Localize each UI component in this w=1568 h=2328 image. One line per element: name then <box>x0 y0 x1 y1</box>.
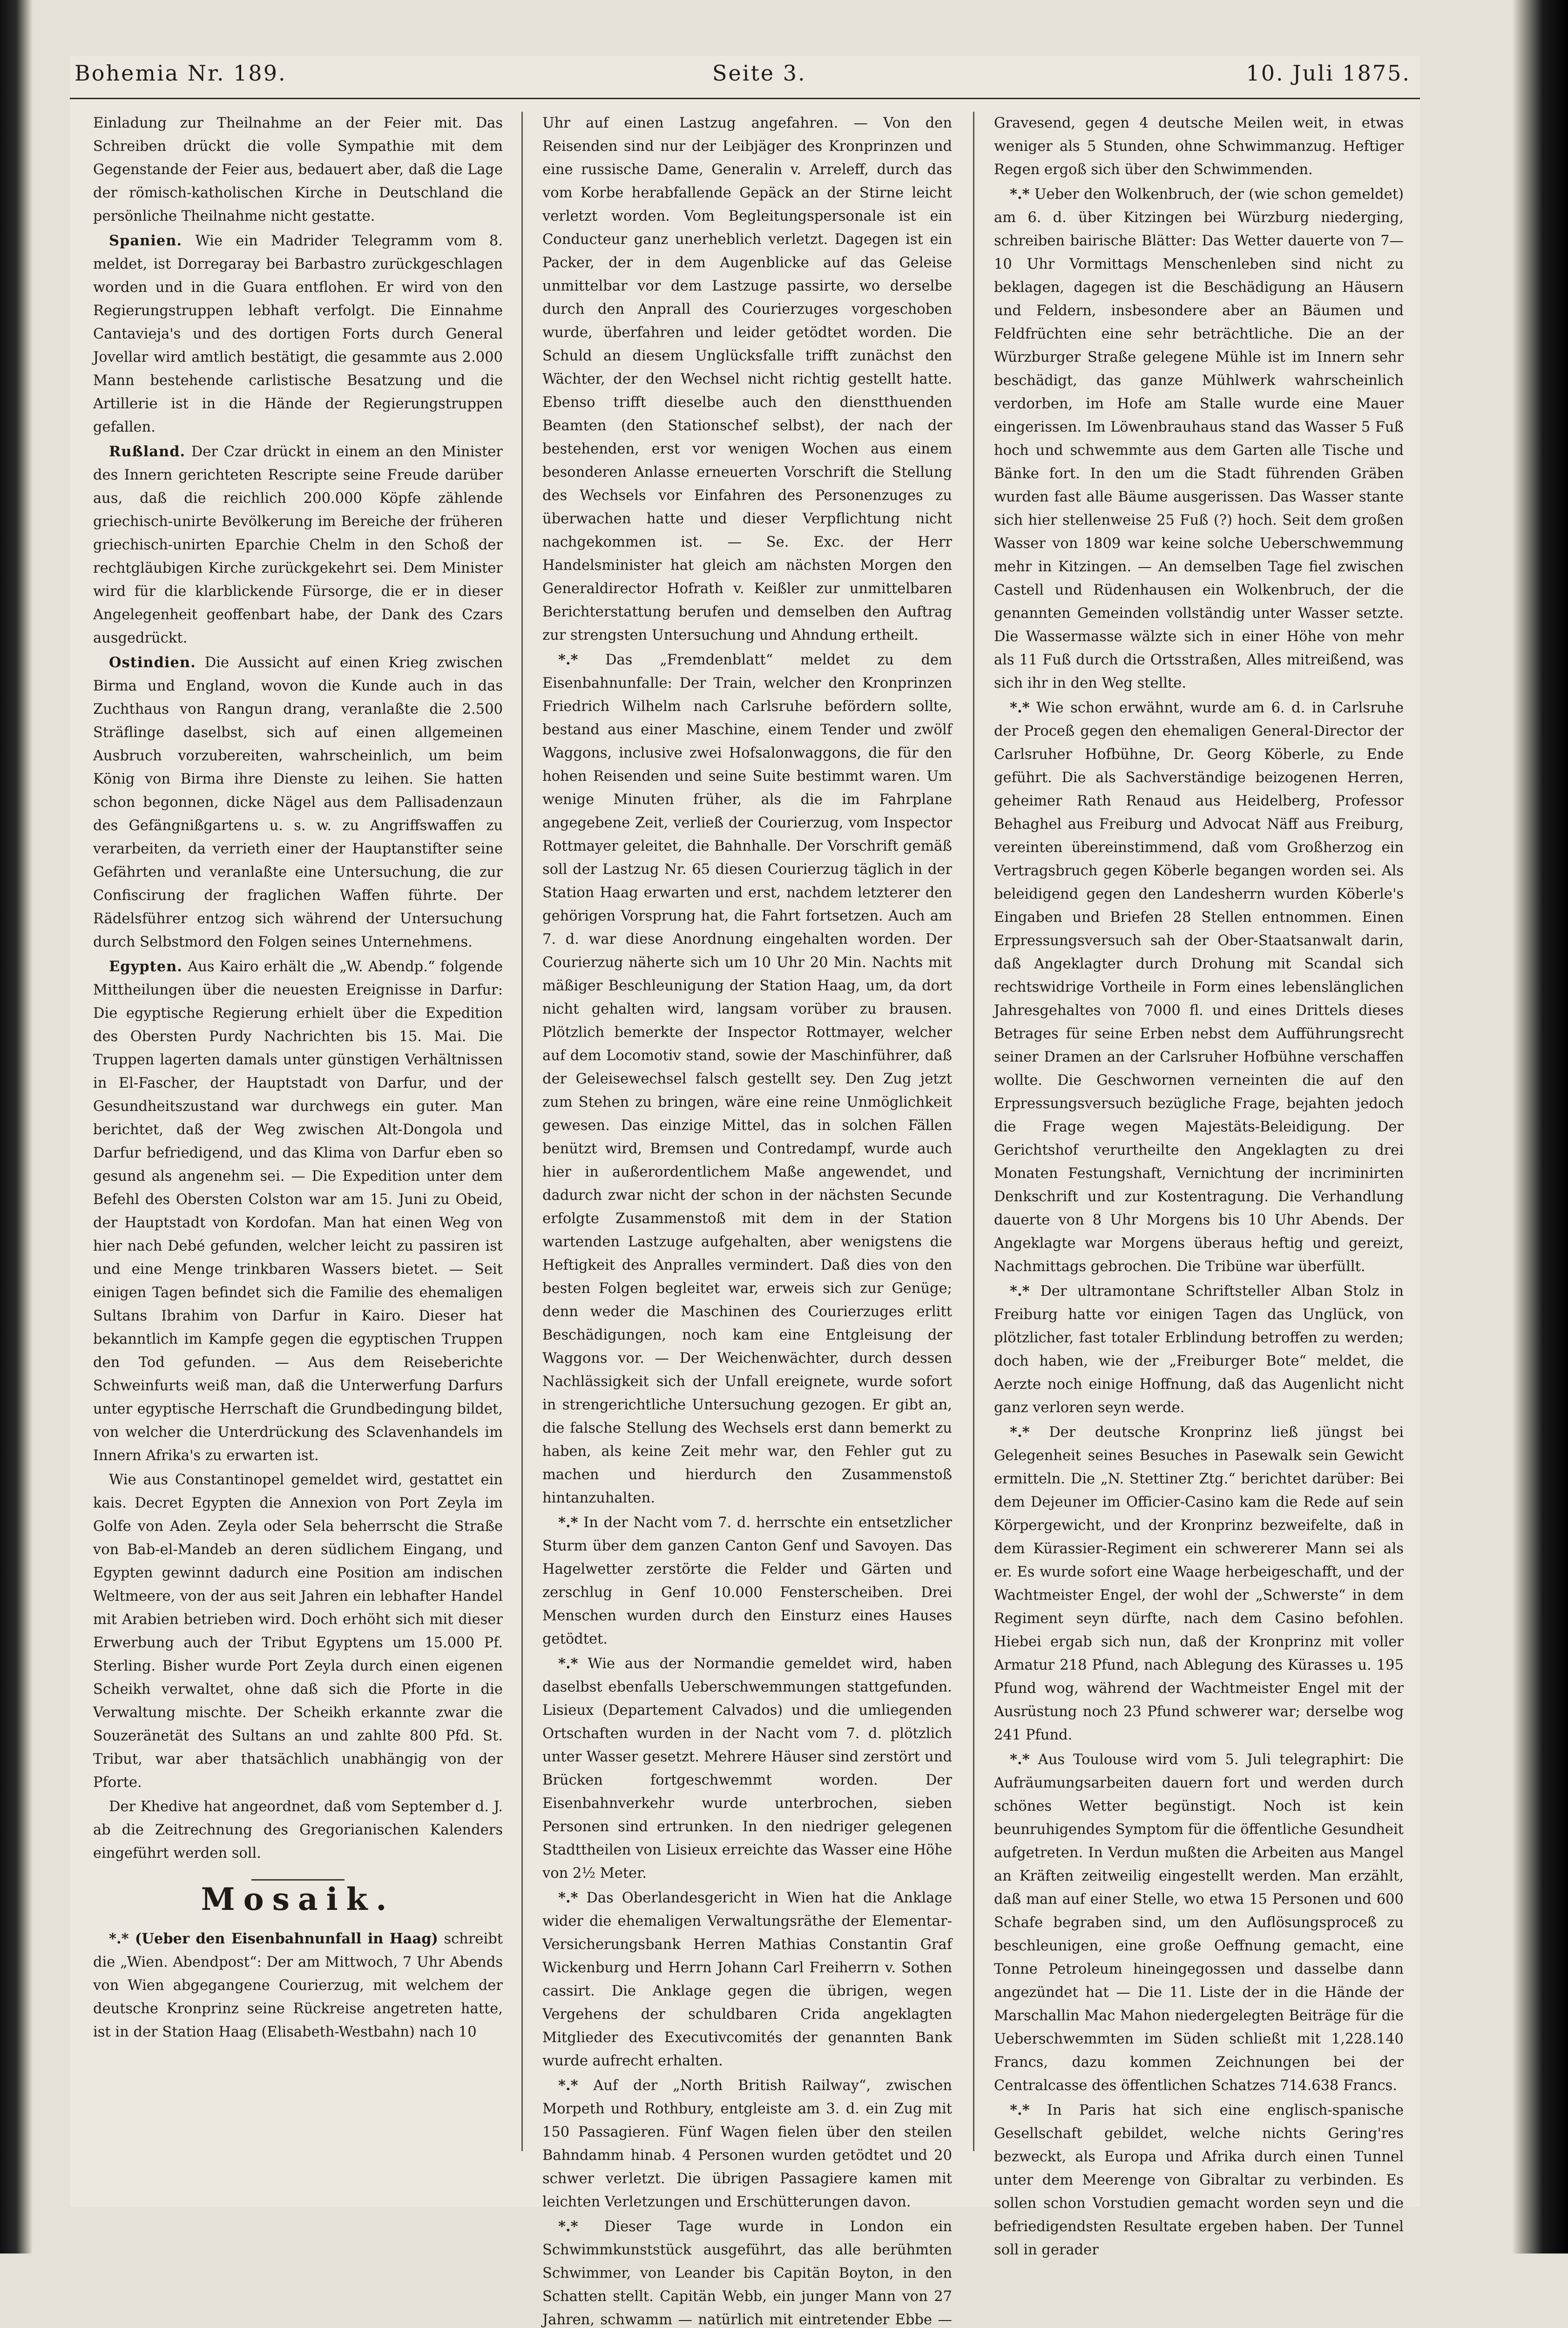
paragraph-text: Der Khedive hat angeordnet, daß vom September d. J. ab die Zeitrechnung des Gregorianischen Kalenders eingeführt werden soll. <box>93 1799 503 1861</box>
paragraph-text: Dieser Tage wurde in London ein Schwimmkunststück ausgeführt, das alle berühmten Schwimmer, von Leander bis Capitän Boyton, in den Schatten stellt. Capitän Webb, ein junger Mann von 27 Jahren, schwamm — natürlich mit eintretender Ebbe — <box>542 2219 952 2328</box>
paragraph-text: In der Nacht vom 7. d. herrschte ein entsetzlicher Sturm über dem ganzen Canton Genf und Savoyen. Das Hagelwetter zerstörte die Felder und Gärten und zerschlug in Genf 10.000 Fensterscheiben. Drei Menschen wurden durch den Einsturz eines Hauses getödtet. <box>542 1515 952 1647</box>
paragraph-text: Der ultramontane Schriftsteller Alban Stolz in Freiburg hatte vor einigen Tagen das Unglück, von plötzlicher, fast totaler Erblindung betroffen zu werden; doch haben, wie der „Freiburger Bote“ meldet, die Aerzte noch einige Hoffnung, daß das Augenlicht nicht ganz verloren seyn werde. <box>994 1283 1404 1416</box>
page-header <box>70 56 1420 98</box>
article-paragraph <box>994 1421 1404 1747</box>
text-column-3 <box>994 112 1404 2258</box>
text-column-2 <box>542 112 953 2328</box>
header-date: 10. Juli 1875. <box>1246 61 1411 86</box>
item-marker: *.* <box>558 1889 578 1906</box>
section-heading: Ostindien. <box>109 654 196 671</box>
column-divider <box>973 112 974 2151</box>
item-marker: *.* <box>1010 1424 1030 1441</box>
item-marker: *.* <box>558 2077 578 2094</box>
article-paragraph <box>93 1795 503 1865</box>
article-paragraph <box>994 1279 1404 1420</box>
item-marker: *.* <box>1010 186 1030 203</box>
article-paragraph <box>542 2074 952 2214</box>
paragraph-text: Der Czar drückt in einem an den Minister des Innern gerichteten Rescripte seine Freude darüber aus, daß die reichlich 200.000 Köpfe zählende griechisch-unirte Bevölkerung im Bereiche der früheren griechisch-unirten Eparchie Chelm in den Schoß der rechtgläubigen Kirche zurückgekehrt sei. Dem Minister wird für die klarblickende Fürsorge, die er in dieser Angelegenheit geoffenbart habe, der Dank des Czars ausgedrückt. <box>93 444 503 646</box>
paragraph-text: Die Aussicht auf einen Krieg zwischen Birma und England, wovon die Kunde auch in das Zuchthaus von Rangun drang, veranlaßte die 2.500 Sträflinge daselbst, sich auf einen allgemeinen Ausbruch vorzubereiten, wahrscheinlich, um beim König von Birma ihre Dienste zu leihen. Sie hatten schon begonnen, dicke Nägel aus dem Pallisadenzaun des Gefängnißgartens u. s. w. zu Angriffswaffen zu verarbeiten, da verrieth einer der Hauptanstifter seine Gefährten und veranlaßte eine Untersuchung, die zur Confiscirung der fraglichen Waffen führte. Der Rädelsführer entzog sich während der Untersuchung durch Selbstmord den Folgen seines Unternehmens. <box>93 655 503 950</box>
article-paragraph <box>93 955 503 1468</box>
article-paragraph <box>994 112 1404 182</box>
text-column-1 <box>93 112 503 2188</box>
section-heading: Rußland. <box>109 443 186 460</box>
scan-edge-left <box>0 0 33 2254</box>
article-paragraph <box>542 2215 952 2328</box>
paragraph-text: Uhr auf einen Lastzug angefahren. — Von den Reisenden sind nur der Leibjäger des Kronprinzen und eine russische Dame, Generalin v. Arreleff, durch das vom Korbe herabfallende Gepäck an der Stirne leicht verletzt worden. Vom Begleitungspersonale ist ein Conducteur ganz unerheblich verletzt. Dagegen ist ein Packer, der in dem Augenblicke auf das Geleise unmittelbar vor dem Lastzuge passirte, wo derselbe durch den Anprall des Courierzuges vorgeschoben wurde, überfahren und leider getödtet worden. Die Schuld an diesem Unglücksfalle trifft zunächst den Wächter, der den Wechsel nicht richtig gestellt hatte. Ebenso trifft dieselbe auch den dienstthuenden Beamten (den Stationschef selbst), der nach der bestehenden, erst vor wenigen Wochen aus einem besonderen Anlasse erneuerten Vorschrift die Stellung des Wechsels vor Einfahren des Personenzuges zu überwachen hatte und dieser Verpflichtung nicht nachgekommen ist. — Se. Exc. der Herr Handelsminister hat gleich am nächsten Morgen den Generaldirector Hofrath v. Keißler zur unmittelbaren Berichterstattung berufen und demselben den Auftrag zur strengsten Untersuchung und Ahndung ertheilt. <box>542 115 952 643</box>
paragraph-text: Aus Kairo erhält die „W. Abendp.“ folgende Mittheilungen über die neuesten Ereignisse in Darfur: Die egyptische Regierung erhielt über die Expedition des Obersten Purdy Nachrichten bis 15. Mai. Die Truppen lagerten damals unter günstigen Verhältnissen in El-Fascher, der Hauptstadt von Darfur, und der Gesundheitszustand war durchwegs ein guter. Man berichtet, daß der Weg zwischen Alt-Dongola und Darfur befriedigend, und das Klima von Darfur eben so gesund als angenehm sei. — Die Expedition unter dem Befehl des Obersten Colston war am 15. Juni zu Obeid, der Hauptstadt von Kordofan. Man hat einen Weg von hier nach Debé gefunden, welcher leicht zu passiren ist und eine Menge trinkbaren Wassers bietet. — Seit einigen Tagen befindet sich die Familie des ehemaligen Sultans Ibrahim von Darfur in Kairo. Dieser hat bekanntlich im Kampfe gegen die egyptischen Truppen den Tod gefunden. — Aus dem Reiseberichte Schweinfurts weiß man, daß die Unterwerfung Darfurs unter egyptische Herrschaft die Grundbedingung bildet, von welcher die Unterdrückung des Sclavenhandels im Innern Afrika's zu erwarten ist. <box>93 959 503 1464</box>
item-marker: *.* <box>558 1514 578 1531</box>
article-paragraph <box>542 648 952 1510</box>
article-paragraph <box>93 1469 503 1794</box>
paragraph-text: Wie ein Madrider Telegramm vom 8. meldet, ist Dorregaray bei Barbastro zurückgeschlagen worden und in die Guara entflohen. Er wird von den Regierungstruppen lebhaft verfolgt. Die Einnahme Cantavieja's und des dortigen Forts durch General Jovellar wird amtlich bestätigt, die gesammte aus 2.000 Mann bestehende carlistische Besatzung und die Artillerie ist in die Hände der Regierungstruppen gefallen. <box>93 233 503 435</box>
paragraph-text: Wie schon erwähnt, wurde am 6. d. in Carlsruhe der Proceß gegen den ehemaligen General-Director der Carlsruher Hofbühne, Dr. Georg Köberle, zu Ende geführt. Die als Sachverständige beizogenen Herren, geheimer Rath Renaud aus Heidelberg, Professor Behaghel aus Freiburg und Advocat Näff aus Freiburg, vereinten übereinstimmend, daß vom Großherzog ein Vertragsbruch gegen Köberle begangen worden sei. Als beleidigend gegen den Landesherrn wurden Köberle's Eingaben und Briefen 28 Stellen entnommen. Einen Erpressungsversuch sah der Ober-Staatsanwalt darin, daß Angeklagter durch Drohung mit Scandal sich rechtswidrige Vortheile in Form eines lebenslänglichen Jahresgehaltes von 7000 fl. und eines Drittels dieses Betrages für seine Erben nebst dem Aufführungsrecht seiner Dramen an der Carlsruher Hofbühne verschaffen wollte. Die Geschwornen verneinten die auf den Erpressungsversuch bezügliche Frage, bejahten jedoch die Frage wegen Majestäts-Beleidigung. Der Gerichtshof verurtheilte den Angeklagten zu drei Monaten Festungshaft, Vernichtung der incriminirten Denkschrift und zur Kostentragung. Die Verhandlung dauerte von 8 Uhr Morgens bis 10 Uhr Abends. Der Angeklagte war Morgens überaus heftig und gereizt, Nachmittags gebrochen. Die Tribüne war überfüllt. <box>994 700 1404 1275</box>
section-title-text: Mosaik. <box>201 1881 395 1917</box>
item-marker: *.* <box>1010 2102 1030 2118</box>
article-paragraph <box>93 651 503 954</box>
article-paragraph <box>542 112 952 647</box>
header-issue: Bohemia Nr. 189. <box>74 61 287 86</box>
article-paragraph <box>93 112 503 228</box>
paragraph-text: Wie aus Constantinopel gemeldet wird, gestattet ein kais. Decret Egypten die Annexion von Port Zeyla im Golfe von Aden. Zeyla oder Sela beherrscht die Straße von Bab-el-Mandeb an deren südlichem Eingang, und Egypten gewinnt dadurch eine Position am indischen Weltmeere, von der aus seit Jahren ein lebhafter Handel mit Arabien betrieben wird. Doch erhöht sich mit dieser Erwerbung auch der Tribut Egyptens um 15.000 Pf. Sterling. Bisher wurde Port Zeyla durch einen eigenen Scheikh verwaltet, ohne daß sich die Pforte in die Verwaltung mischte. Der Scheikh erkannte zwar die Souzeränetät des Sultans an und zahlte 800 Pfd. St. Tribut, war aber thatsächlich unabhängig von der Pforte. <box>93 1472 503 1791</box>
paragraph-text: Das „Fremdenblatt“ meldet zu dem Eisenbahnunfalle: Der Train, welcher den Kronprinzen Friedrich Wilhelm nach Carlsruhe befördern sollte, bestand aus einer Maschine, einem Tender und zwölf Waggons, inclusive zwei Hofsalonwaggons, die für den hohen Reisenden und seine Suite bestimmt waren. Um wenige Minuten früher, als die im Fahrplane angegebene Zeit, verließ der Courierzug, vom Inspector Rottmayer geleitet, die Bahnhalle. Der Vorschrift gemäß soll der Lastzug Nr. 65 diesen Courierzug täglich in der Station Haag erwarten und erst, nachdem letzterer den gehörigen Vorsprung hat, die Fahrt fortsetzen. Auch am 7. d. war diese Anordnung eingehalten worden. Der Courierzug näherte sich um 10 Uhr 20 Min. Nachts mit mäßiger Beschleunigung der Station Haag, um, da dort nicht gehalten wird, langsam vorüber zu brausen. Plötzlich bemerkte der Inspector Rottmayer, welcher auf dem Locomotiv stand, sowie der Maschinführer, daß der Geleisewechsel falsch gestellt sey. Den Zug jetzt zum Stehen zu bringen, wäre eine reine Unmöglichkeit gewesen. Das einzige Mittel, das in solchen Fällen benützt wird, Bremsen und Contredampf, wurde auch hier in außerordentlichem Maße angewendet, und dadurch zwar nicht der schon in der nächsten Secunde erfolgte Zusammenstoß mit dem in der Station wartenden Lastzuge aufgehalten, aber wenigstens die Heftigkeit des Anpralles vermindert. Daß dies von den besten Folgen begleitet war, erweis sich zur Genüge; denn weder die Maschinen des Courierzuges erlitt Beschädigungen, noch kam eine Entgleisung der Waggons vor. — Der Weichenwächter, durch dessen Nachlässigkeit sich der Unfall ereignete, wurde sofort in strengerichtliche Untersuchung gezogen. Er gibt an, die falsche Stellung des Wechsels erst dann bemerkt zu haben, als keine Zeit mehr war, den Fehler gut zu machen und hierdurch den Zusammenstoß hintanzuhalten. <box>542 652 952 1506</box>
paragraph-text: Einladung zur Theilnahme an der Feier mit. Das Schreiben drückt die volle Sympathie mit dem Gegenstande der Feier aus, bedauert aber, daß die Lage der römisch-katholischen Kirche in Deutschland die persönliche Theilnahme nicht gestatte. <box>93 115 503 224</box>
section-heading: Egypten. <box>109 958 182 975</box>
item-marker: *.* <box>558 1655 578 1672</box>
paragraph-text: Wie aus der Normandie gemeldet wird, haben daselbst ebenfalls Ueberschwemmungen stattgefunden. Lisieux (Departement Calvados) und die umliegenden Ortschaften wurden in der Nacht vom 7. d. plötzlich unter Wasser gesetzt. Mehrere Häuser sind zerstört und Brücken fortgeschwemmt worden. Der Eisenbahnverkehr wurde unterbrochen, sieben Personen sind ertrunken. In den niedriger gelegenen Stadttheilen von Lisieux erreichte das Wasser eine Höhe von 2½ Meter. <box>542 1656 952 1881</box>
paragraph-text: Das Oberlandesgericht in Wien hat die Anklage wider die ehemaligen Verwaltungsräthe der Elementar-Versicherungsbank Herren Mathias Constantin Graf Wickenburg und Herrn Johann Carl Freiherrn v. Sothen cassirt. Die Anklage gegen die übrigen, wegen Vergehens der schuldbaren Crida angeklagten Mitglieder des Executivcomités der genannten Bank wurde aufrecht erhalten. <box>542 1890 952 2069</box>
column-divider <box>521 112 523 2151</box>
newspaper-page <box>70 56 1420 2328</box>
article-paragraph <box>542 1511 952 1651</box>
paragraph-text: Auf der „North British Railway“, zwischen Morpeth und Rothbury, entgleiste am 3. d. ein Zug mit 150 Passagieren. Fünf Wagen fielen über den steilen Bahndamm hinab. 4 Personen wurden getödtet und 20 schwer verletzt. Die übrigen Passagiere kamen mit leichten Verletzungen und Erschütterungen davon. <box>542 2078 953 2210</box>
paragraph-text: schreibt die „Wien. Abendpost“: Der am Mittwoch, 7 Uhr Abends von Wien abgegangene Courierzug, mit welchem der deutsche Kronprinz seine Rückreise angetreten hatte, ist in der Station Haag (Elisabeth-Westbahn) nach 10 <box>93 1931 503 2040</box>
article-paragraph <box>994 183 1404 695</box>
item-marker: *.* <box>1010 1283 1030 1299</box>
article-paragraph <box>994 2098 1404 2262</box>
article-paragraph <box>93 440 503 650</box>
item-marker: *.* <box>1010 1751 1030 1768</box>
header-rule <box>70 98 1420 99</box>
section-heading: Spanien. <box>109 232 182 249</box>
paragraph-text: Aus Toulouse wird vom 5. Juli telegraphirt: Die Aufräumungsarbeiten dauern fort und werden durch schönes Wetter begünstigt. Noch ist kein beunruhigendes Symptom für die öffentliche Gesundheit aufgetreten. In Verdun mußten die Arbeiten aus Mangel an Kräften zeitweilig eingestellt werden. Man erzählt, daß man auf einer Stelle, wo etwa 15 Personen und 600 Schafe begraben sind, um den Auflösungsproceß zu beschleunigen, eine große Oeffnung gemacht, eine Tonne Petroleum hineingegossen und dasselbe dann angezündet hat — Die 11. Liste der in die Hände der Marschallin Mac Mahon niedergelegten Beiträge für die Ueberschwemmten im Süden schließt mit 1,228.140 Francs, dazu kommen Zeichnungen bei der Centralcasse des öffentlichen Schatzes 714.638 Francs. <box>994 1752 1404 2094</box>
item-marker: *.* <box>558 2218 578 2235</box>
item-marker: *.* <box>558 651 578 668</box>
header-page-number: Seite 3. <box>712 61 806 86</box>
article-paragraph <box>93 229 503 439</box>
article-paragraph <box>542 1652 952 1885</box>
article-paragraph <box>994 696 1404 1279</box>
item-marker: *.* (Ueber den Eisenbahnunfall in Haag) <box>109 1930 438 1947</box>
article-paragraph <box>93 1927 503 2044</box>
article-paragraph <box>994 1748 1404 2098</box>
paragraph-text: Ueber den Wolkenbruch, der (wie schon gemeldet) am 6. d. über Kitzingen bei Würzburg niederging, schreiben bairische Blätter: Das Wetter dauerte von 7—10 Uhr Vormittags Menschenleben sind nicht zu beklagen, dagegen ist die Beschädigung an Häusern und Feldern, insbesondere aber an Bäumen und Feldfrüchten eine sehr beträchtliche. Die an der Würzburger Straße gelegene Mühle ist im Innern sehr beschädigt, das ganze Mühlwerk wahrscheinlich verdorben, im Hofe am Stalle wurde eine Mauer eingerissen. Im Löwenbrauhaus stand das Wasser 5 Fuß hoch und schwemmte aus dem Garten alle Tische und Bänke fort. In den um die Stadt führenden Gräben wurden fast alle Bäume ausgerissen. Das Wasser stante sich hier stellenweise 25 Fuß (?) hoch. Seit dem großen Wasser von 1809 war keine solche Ueberschwemmung mehr in Kitzingen. — An demselben Tage fiel zwischen Castell und Rüdenhausen ein Wolkenbruch, der die genannten Gemeinden vollständig unter Wasser setzte. Die Wassermasse wälzte sich in einer Höhe von mehr als 11 Fuß durch die Ortsstraßen, Alles mitreißend, was sich ihr in den Weg stellte. <box>994 186 1404 691</box>
item-marker: *.* <box>1010 699 1030 716</box>
scan-edge-right <box>1512 0 1568 2254</box>
paragraph-text: Der deutsche Kronprinz ließ jüngst bei Gelegenheit seines Besuches in Pasewalk sein Gewicht ermitteln. Die „N. Stettiner Ztg.“ berichtet darüber: Bei dem Dejeuner im Officier-Casino kam die Rede auf sein Körpergewicht, und der Kronprinz bezweifelte, daß in dem Kürassier-Regiment ein schwererer Mann sei als er. Es wurde sofort eine Waage herbeigeschafft, und der Wachtmeister Engel, der wohl der „Schwerste“ in dem Regiment seyn dürfte, nach dem Casino befohlen. Hiebei ergab sich nun, daß der Kronprinz mit voller Armatur 218 Pfund, nach Ablegung des Kürasses u. 195 Pfund wog, während der Wachtmeister Engel mit der Ausrüstung noch 23 Pfund schwerer war; derselbe wog 241 Pfund. <box>994 1424 1404 1743</box>
paragraph-text: Gravesend, gegen 4 deutsche Meilen weit, in etwas weniger als 5 Stunden, ohne Schwimmanzug. Heftiger Regen ergoß sich über den Schwimmenden. <box>994 115 1404 178</box>
paragraph-text: In Paris hat sich eine englisch-spanische Gesellschaft gebildet, welche nichts Gering'res bezweckt, als Europa und Afrika durch einen Tunnel unter dem Meerenge von Gibraltar zu verbinden. Es sollen schon Vorstudien gemacht worden seyn und die befriedigendsten Resultate ergeben haben. Der Tunnel soll in gerader <box>994 2102 1404 2258</box>
article-paragraph <box>542 1886 952 2073</box>
section-title <box>93 1879 503 1918</box>
